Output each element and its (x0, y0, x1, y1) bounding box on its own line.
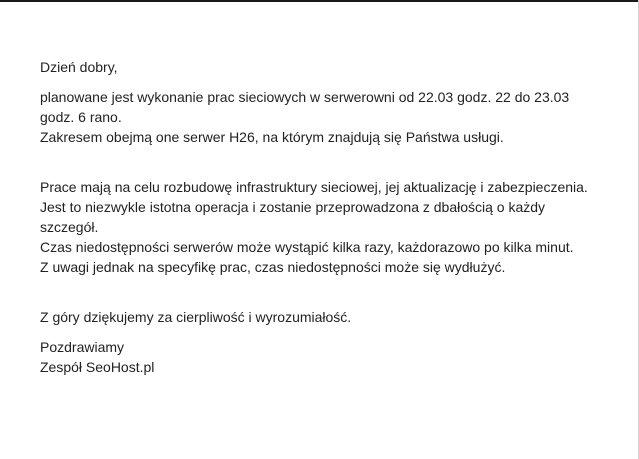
signature-line: Zespół SeoHost.pl (40, 359, 155, 375)
paragraph-maintenance-schedule (40, 87, 600, 147)
window-top-border (0, 0, 639, 2)
closing-line: Pozdrawiamy (40, 339, 125, 355)
greeting: Dzień dobry, (40, 59, 118, 75)
text-line: Jest to niezwykle istotna operacja i zostanie przeprowadzona z dbałością o każdy (40, 199, 546, 215)
paragraph-maintenance-details (40, 177, 600, 277)
text-line: szczegół. (40, 219, 99, 235)
text-line: Zakresem obejmą one serwer H26, na którym znajdują się Państwa usługi. (40, 129, 504, 145)
email-message-body (40, 57, 600, 377)
thanks-line: Z góry dziękujemy za cierpliwość i wyrozumiałość. (40, 309, 352, 325)
text-line: Czas niedostępności serwerów może wystąpić kilka razy, każdorazowo po kilka minut. (40, 239, 574, 255)
text-line: planowane jest wykonanie prac sieciowych w serwerowni od 22.03 godz. 22 do 23.03 (40, 89, 570, 105)
text-line: Prace mają na celu rozbudowę infrastruktury sieciowej, jej aktualizację i zabezpieczenia. (40, 179, 588, 195)
text-line: godz. 6 rano. (40, 109, 122, 125)
text-line: Z uwagi jednak na specyfikę prac, czas niedostępności może się wydłużyć. (40, 259, 506, 275)
